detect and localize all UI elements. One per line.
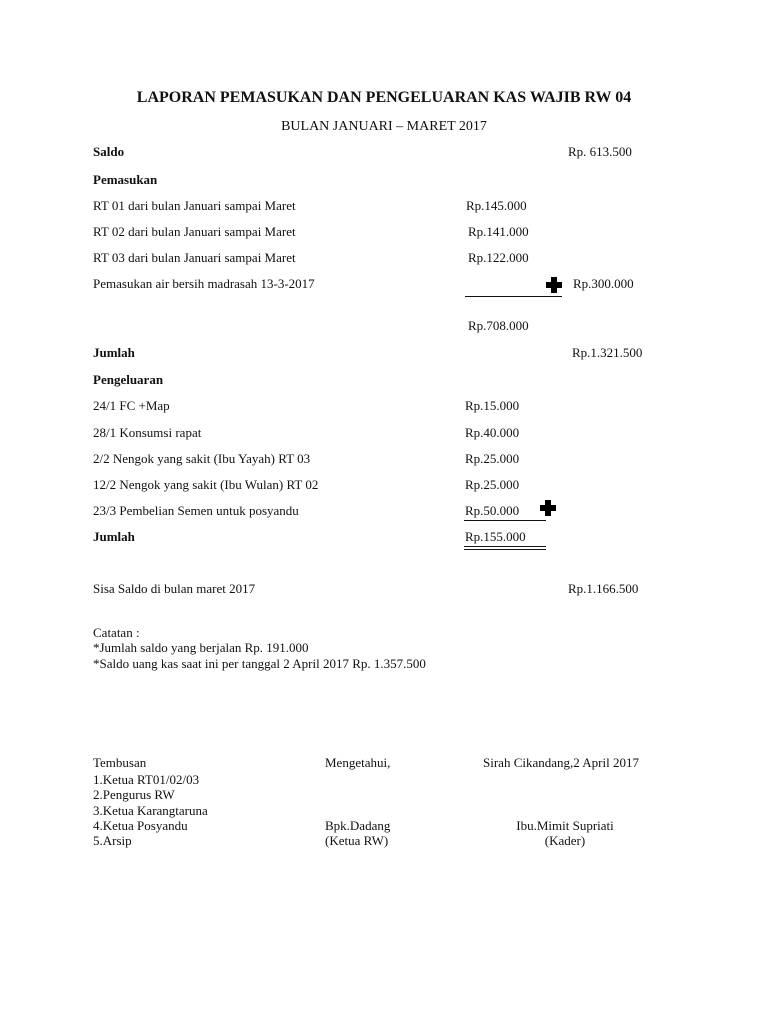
pemasukan-heading: Pemasukan <box>93 172 158 187</box>
pengeluaran-item-label: 28/1 Konsumsi rapat <box>93 425 202 440</box>
catatan-line: *Saldo uang kas saat ini per tanggal 2 April 2017 Rp. 1.357.500 <box>93 656 426 671</box>
tembusan-item: 3.Ketua Karangtaruna <box>93 803 208 818</box>
mengetahui-name: Bpk.Dadang <box>325 818 391 833</box>
kader-role: (Kader) <box>544 833 586 848</box>
tembusan-heading: Tembusan <box>93 755 147 770</box>
saldo-label: Saldo <box>93 144 125 159</box>
pengeluaran-jumlah-label: Jumlah <box>93 529 135 544</box>
pemasukan-jumlah-amount: Rp.1.321.500 <box>572 345 643 360</box>
mengetahui-role: (Ketua RW) <box>325 833 389 848</box>
pemasukan-item-label: Pemasukan air bersih madrasah 13-3-2017 <box>93 276 315 291</box>
tembusan-item: 4.Ketua Posyandu <box>93 818 188 833</box>
sum-rule-line <box>464 520 546 521</box>
kader-name: Ibu.Mimit Supriati <box>516 818 614 833</box>
pemasukan-jumlah-label: Jumlah <box>93 345 135 360</box>
pengeluaran-item-label: 2/2 Nengok yang sakit (Ibu Yayah) RT 03 <box>93 451 311 466</box>
pemasukan-item-amount: Rp.145.000 <box>466 198 527 213</box>
pemasukan-item-amount: Rp.141.000 <box>468 224 529 239</box>
catatan-line: *Jumlah saldo yang berjalan Rp. 191.000 <box>93 640 309 655</box>
sisa-saldo-amount: Rp.1.166.500 <box>568 581 639 596</box>
saldo-amount: Rp. 613.500 <box>568 144 632 159</box>
report-title: LAPORAN PEMASUKAN DAN PENGELUARAN KAS WAJIB RW 04 <box>136 89 632 106</box>
plus-icon <box>539 499 557 517</box>
pemasukan-item-amount: Rp.300.000 <box>573 276 634 291</box>
report-subtitle: BULAN JANUARI – MARET 2017 <box>281 119 487 134</box>
pengeluaran-item-label: 12/2 Nengok yang sakit (Ibu Wulan) RT 02 <box>93 477 319 492</box>
double-underline-top <box>464 546 546 547</box>
pemasukan-item-label: RT 03 dari bulan Januari sampai Maret <box>93 250 296 265</box>
pengeluaran-item-amount: Rp.25.000 <box>465 451 520 466</box>
plus-icon <box>545 276 563 294</box>
pemasukan-item-label: RT 02 dari bulan Januari sampai Maret <box>93 224 296 239</box>
tembusan-item: 2.Pengurus RW <box>93 787 175 802</box>
tembusan-item: 1.Ketua RT01/02/03 <box>93 772 200 787</box>
pengeluaran-item-amount: Rp.15.000 <box>465 398 520 413</box>
pengeluaran-item-amount: Rp.25.000 <box>465 477 520 492</box>
pemasukan-subtotal: Rp.708.000 <box>468 318 529 333</box>
sisa-saldo-label: Sisa Saldo di bulan maret 2017 <box>93 581 256 596</box>
mengetahui-label: Mengetahui, <box>325 755 391 770</box>
pengeluaran-item-amount: Rp.40.000 <box>465 425 520 440</box>
pemasukan-item-amount: Rp.122.000 <box>468 250 529 265</box>
pemasukan-item-label: RT 01 dari bulan Januari sampai Maret <box>93 198 296 213</box>
pengeluaran-item-label: 24/1 FC +Map <box>93 398 170 413</box>
pengeluaran-jumlah-amount: Rp.155.000 <box>465 529 526 544</box>
place-date: Sirah Cikandang,2 April 2017 <box>483 755 639 770</box>
pengeluaran-item-label: 23/3 Pembelian Semen untuk posyandu <box>93 503 299 518</box>
double-underline-bottom <box>464 549 546 550</box>
tembusan-item: 5.Arsip <box>93 833 132 848</box>
pengeluaran-item-amount: Rp.50.000 <box>465 503 520 518</box>
pengeluaran-heading: Pengeluaran <box>93 372 164 387</box>
sum-rule-line <box>465 296 562 297</box>
catatan-heading: Catatan : <box>93 625 140 640</box>
